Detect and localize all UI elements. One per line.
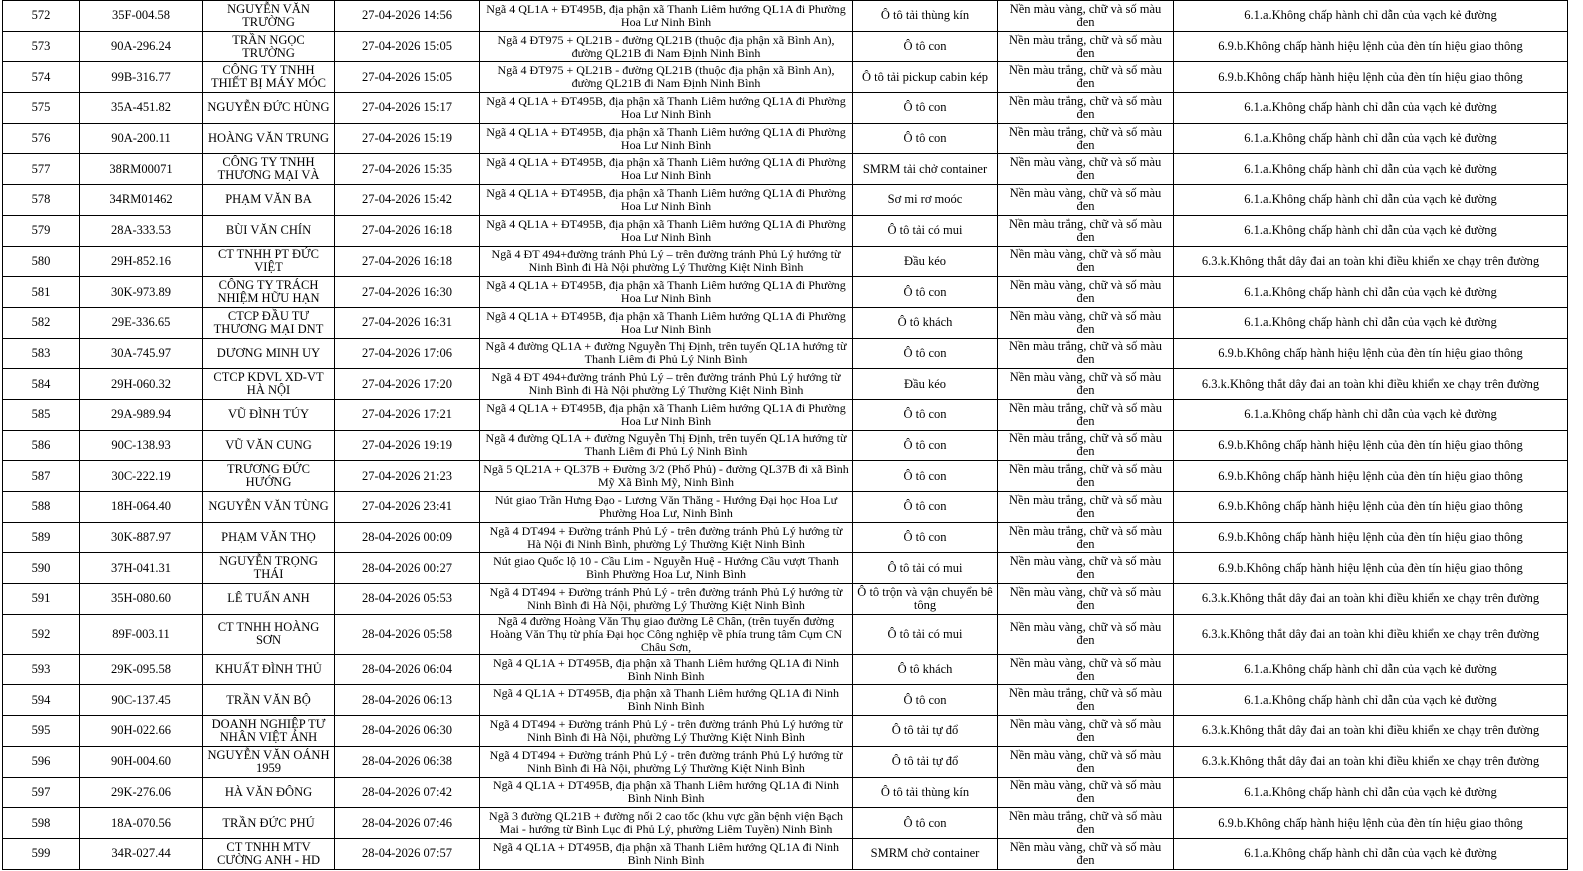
owner-name-cell: HÀ VĂN ĐÔNG (203, 777, 335, 808)
row-number-cell: 596 (3, 746, 80, 777)
violation-location-cell: Ngã 4 đường QL1A + đường Nguyễn Thị Định, trên tuyến QL1A hướng từ Thanh Liêm đi Phủ Lý Ninh Bình (480, 430, 853, 461)
owner-name-cell: BÙI VĂN CHÍN (203, 215, 335, 246)
violation-description-cell: 6.1.a.Không chấp hành chỉ dẫn của vạch kẻ đường (1174, 185, 1568, 216)
row-number-cell: 588 (3, 492, 80, 523)
table-row (3, 369, 1568, 400)
violation-description-cell: 6.1.a.Không chấp hành chỉ dẫn của vạch kẻ đường (1174, 307, 1568, 338)
table-row (3, 808, 1568, 839)
plate-color-cell: Nền màu trắng, chữ và số màu đen (998, 93, 1174, 124)
table-row (3, 1, 1568, 32)
owner-name-cell: CTCP KDVL XD-VT HÀ NỘI (203, 369, 335, 400)
plate-color-cell: Nền màu trắng, chữ và số màu đen (998, 492, 1174, 523)
plate-color-cell: Nền màu vàng, chữ và số màu đen (998, 369, 1174, 400)
plate-color-cell: Nền màu vàng, chữ và số màu đen (998, 277, 1174, 308)
license-plate-cell: 35F-004.58 (80, 1, 203, 32)
violation-time-cell: 27-04-2026 15:35 (335, 154, 480, 185)
vehicle-type-cell: Ô tô con (853, 93, 998, 124)
violation-time-cell: 28-04-2026 05:53 (335, 584, 480, 615)
table-row (3, 338, 1568, 369)
table-row (3, 685, 1568, 716)
table-row (3, 777, 1568, 808)
violation-description-cell: 6.3.k.Không thắt dây đai an toàn khi điều khiển xe chạy trên đường (1174, 369, 1568, 400)
violation-time-cell: 28-04-2026 06:38 (335, 746, 480, 777)
vehicle-type-cell: Ô tô tải có mui (853, 215, 998, 246)
violation-location-cell: Ngã 4 QL1A + DT495B, địa phận xã Thanh Liêm hướng QL1A đi Ninh Bình Ninh Bình (480, 777, 853, 808)
license-plate-cell: 99B-316.77 (80, 62, 203, 93)
license-plate-cell: 34RM01462 (80, 185, 203, 216)
table-row (3, 553, 1568, 584)
vehicle-type-cell: Ô tô con (853, 277, 998, 308)
plate-color-cell: Nền màu trắng, chữ và số màu đen (998, 62, 1174, 93)
row-number-cell: 598 (3, 808, 80, 839)
table-row (3, 838, 1568, 869)
violation-location-cell: Ngã 4 QL1A + DT495B, địa phận xã Thanh Liêm hướng QL1A đi Ninh Bình Ninh Bình (480, 838, 853, 869)
row-number-cell: 579 (3, 215, 80, 246)
table-row (3, 746, 1568, 777)
vehicle-type-cell: SMRM chở container (853, 838, 998, 869)
owner-name-cell: CT TNHH MTV CƯỜNG ANH - HD (203, 838, 335, 869)
vehicle-type-cell: Ô tô con (853, 338, 998, 369)
table-row (3, 154, 1568, 185)
license-plate-cell: 29K-276.06 (80, 777, 203, 808)
license-plate-cell: 29E-336.65 (80, 307, 203, 338)
owner-name-cell: NGUYỄN VĂN TRƯỜNG (203, 1, 335, 32)
table-row (3, 185, 1568, 216)
row-number-cell: 580 (3, 246, 80, 277)
plate-color-cell: Nền màu trắng, chữ và số màu đen (998, 215, 1174, 246)
violation-description-cell: 6.1.a.Không chấp hành chỉ dẫn của vạch kẻ đường (1174, 215, 1568, 246)
violation-description-cell: 6.1.a.Không chấp hành chỉ dẫn của vạch kẻ đường (1174, 123, 1568, 154)
violation-time-cell: 27-04-2026 15:19 (335, 123, 480, 154)
license-plate-cell: 29A-989.94 (80, 399, 203, 430)
violation-time-cell: 27-04-2026 15:42 (335, 185, 480, 216)
violation-time-cell: 27-04-2026 21:23 (335, 461, 480, 492)
owner-name-cell: PHẠM VĂN THỌ (203, 522, 335, 553)
violation-description-cell: 6.1.a.Không chấp hành chỉ dẫn của vạch kẻ đường (1174, 685, 1568, 716)
violation-location-cell: Ngã 4 QL1A + ĐT495B, địa phận xã Thanh Liêm hướng QL1A đi Phường Hoa Lư Ninh Bình (480, 154, 853, 185)
violation-time-cell: 27-04-2026 15:17 (335, 93, 480, 124)
table-row (3, 492, 1568, 523)
license-plate-cell: 90H-004.60 (80, 746, 203, 777)
vehicle-type-cell: Ô tô con (853, 123, 998, 154)
owner-name-cell: CT TNHH HOÀNG SƠN (203, 614, 335, 654)
owner-name-cell: VŨ VĂN CUNG (203, 430, 335, 461)
violation-location-cell: Ngã 4 đường Hoàng Văn Thụ giao đường Lê Chân, (trên tuyến đường Hoàng Văn Thụ từ phía Đại học Công nghiệp về phía trung tâm Cụm CN Châu Sơn, (480, 614, 853, 654)
violation-location-cell: Ngã 4 QL1A + ĐT495B, địa phận xã Thanh Liêm hướng QL1A đi Phường Hoa Lư Ninh Bình (480, 277, 853, 308)
plate-color-cell: Nền màu vàng, chữ và số màu đen (998, 614, 1174, 654)
violation-location-cell: Ngã 4 QL1A + ĐT495B, địa phận xã Thanh Liêm hướng QL1A đi Phường Hoa Lư Ninh Bình (480, 1, 853, 32)
vehicle-type-cell: Ô tô tải tự đổ (853, 716, 998, 747)
owner-name-cell: DƯƠNG MINH UY (203, 338, 335, 369)
violation-description-cell: 6.1.a.Không chấp hành chỉ dẫn của vạch kẻ đường (1174, 838, 1568, 869)
row-number-cell: 591 (3, 584, 80, 615)
violation-description-cell: 6.1.a.Không chấp hành chỉ dẫn của vạch kẻ đường (1174, 399, 1568, 430)
violation-location-cell: Ngã 4 DT494 + Đường tránh Phủ Lý - trên đường tránh Phủ Lý hướng từ Hà Nội đi Ninh Bình, phường Lý Thường Kiệt Ninh Bình (480, 522, 853, 553)
plate-color-cell: Nền màu vàng, chữ và số màu đen (998, 553, 1174, 584)
plate-color-cell: Nền màu vàng, chữ và số màu đen (998, 1, 1174, 32)
violation-description-cell: 6.1.a.Không chấp hành chỉ dẫn của vạch kẻ đường (1174, 777, 1568, 808)
plate-color-cell: Nền màu vàng, chữ và số màu đen (998, 154, 1174, 185)
row-number-cell: 581 (3, 277, 80, 308)
violation-location-cell: Nút giao Quốc lộ 10 - Cầu Lim - Nguyễn Huệ - Hướng Cầu vượt Thanh Bình Phường Hoa Lư, Ninh Bình (480, 553, 853, 584)
row-number-cell: 595 (3, 716, 80, 747)
license-plate-cell: 89F-003.11 (80, 614, 203, 654)
table-row (3, 123, 1568, 154)
table-row (3, 246, 1568, 277)
vehicle-type-cell: Ô tô trộn và vận chuyển bê tông (853, 584, 998, 615)
row-number-cell: 575 (3, 93, 80, 124)
violation-location-cell: Ngã 4 QL1A + ĐT495B, địa phận xã Thanh Liêm hướng QL1A đi Phường Hoa Lư Ninh Bình (480, 123, 853, 154)
row-number-cell: 584 (3, 369, 80, 400)
table-row (3, 430, 1568, 461)
violation-time-cell: 27-04-2026 17:21 (335, 399, 480, 430)
violation-description-cell: 6.9.b.Không chấp hành hiệu lệnh của đèn tín hiệu giao thông (1174, 522, 1568, 553)
row-number-cell: 578 (3, 185, 80, 216)
violation-description-cell: 6.9.b.Không chấp hành hiệu lệnh của đèn tín hiệu giao thông (1174, 31, 1568, 62)
violation-description-cell: 6.9.b.Không chấp hành hiệu lệnh của đèn tín hiệu giao thông (1174, 808, 1568, 839)
violation-location-cell: Ngã 4 ĐT 494+đường tránh Phủ Lý – trên đường tránh Phủ Lý hướng từ Ninh Bình đi Hà Nội phường Lý Thường Kiệt Ninh Bình (480, 246, 853, 277)
violation-time-cell: 27-04-2026 19:19 (335, 430, 480, 461)
plate-color-cell: Nền màu vàng, chữ và số màu đen (998, 584, 1174, 615)
owner-name-cell: PHẠM VĂN BA (203, 185, 335, 216)
table-row (3, 93, 1568, 124)
row-number-cell: 574 (3, 62, 80, 93)
vehicle-type-cell: Ô tô tải có mui (853, 614, 998, 654)
table-row (3, 31, 1568, 62)
row-number-cell: 573 (3, 31, 80, 62)
vehicle-type-cell: Sơ mi rơ moóc (853, 185, 998, 216)
violation-description-cell: 6.1.a.Không chấp hành chỉ dẫn của vạch kẻ đường (1174, 93, 1568, 124)
table-body (3, 1, 1568, 870)
violation-location-cell: Ngã 4 DT494 + Đường tránh Phủ Lý - trên đường tránh Phủ Lý hướng từ Ninh Bình đi Hà Nội, phường Lý Thường Kiệt Ninh Bình (480, 716, 853, 747)
owner-name-cell: CÔNG TY TNHH THIẾT BỊ MÁY MÓC (203, 62, 335, 93)
table-row (3, 399, 1568, 430)
violations-table (2, 0, 1568, 870)
violation-description-cell: 6.3.k.Không thắt dây đai an toàn khi điều khiển xe chạy trên đường (1174, 614, 1568, 654)
plate-color-cell: Nền màu trắng, chữ và số màu đen (998, 338, 1174, 369)
violation-description-cell: 6.9.b.Không chấp hành hiệu lệnh của đèn tín hiệu giao thông (1174, 338, 1568, 369)
owner-name-cell: CÔNG TY TNHH THƯƠNG MẠI VÀ (203, 154, 335, 185)
violation-time-cell: 27-04-2026 14:56 (335, 1, 480, 32)
license-plate-cell: 18A-070.56 (80, 808, 203, 839)
violation-description-cell: 6.9.b.Không chấp hành hiệu lệnh của đèn tín hiệu giao thông (1174, 430, 1568, 461)
vehicle-type-cell: Đầu kéo (853, 246, 998, 277)
plate-color-cell: Nền màu trắng, chữ và số màu đen (998, 522, 1174, 553)
table-row (3, 716, 1568, 747)
plate-color-cell: Nền màu vàng, chữ và số màu đen (998, 246, 1174, 277)
violation-description-cell: 6.3.k.Không thắt dây đai an toàn khi điều khiển xe chạy trên đường (1174, 716, 1568, 747)
owner-name-cell: NGUYỄN VĂN OÁNH 1959 (203, 746, 335, 777)
violation-location-cell: Ngã 4 QL1A + ĐT495B, địa phận xã Thanh Liêm hướng QL1A đi Phường Hoa Lư Ninh Bình (480, 307, 853, 338)
violation-time-cell: 28-04-2026 06:30 (335, 716, 480, 747)
owner-name-cell: NGUYỄN TRỌNG THÁI (203, 553, 335, 584)
violation-location-cell: Ngã 4 ĐT975 + QL21B - đường QL21B (thuộc địa phận xã Bình An), đường QL21B đi Nam Định Ninh Bình (480, 62, 853, 93)
vehicle-type-cell: Ô tô con (853, 522, 998, 553)
violation-location-cell: Ngã 4 QL1A + DT495B, địa phận xã Thanh Liêm hướng QL1A đi Ninh Bình Ninh Bình (480, 685, 853, 716)
violation-time-cell: 27-04-2026 15:05 (335, 31, 480, 62)
violation-location-cell: Ngã 4 QL1A + ĐT495B, địa phận xã Thanh Liêm hướng QL1A đi Phường Hoa Lư Ninh Bình (480, 93, 853, 124)
row-number-cell: 576 (3, 123, 80, 154)
violation-time-cell: 27-04-2026 16:31 (335, 307, 480, 338)
violation-description-cell: 6.3.k.Không thắt dây đai an toàn khi điều khiển xe chạy trên đường (1174, 746, 1568, 777)
violation-location-cell: Ngã 3 đường QL21B + đường nối 2 cao tốc (khu vực gần bệnh viện Bạch Mai - hướng từ Bình Lục đi Phủ Lý, phường Liêm Tuyền) Ninh Bình (480, 808, 853, 839)
violation-time-cell: 28-04-2026 05:58 (335, 614, 480, 654)
table-row (3, 307, 1568, 338)
violation-time-cell: 28-04-2026 07:46 (335, 808, 480, 839)
plate-color-cell: Nền màu trắng, chữ và số màu đen (998, 430, 1174, 461)
violation-time-cell: 28-04-2026 00:27 (335, 553, 480, 584)
vehicle-type-cell: Đầu kéo (853, 369, 998, 400)
owner-name-cell: NGUYỄN VĂN TÙNG (203, 492, 335, 523)
violation-description-cell: 6.3.k.Không thắt dây đai an toàn khi điều khiển xe chạy trên đường (1174, 246, 1568, 277)
vehicle-type-cell: Ô tô con (853, 399, 998, 430)
violation-time-cell: 28-04-2026 07:42 (335, 777, 480, 808)
row-number-cell: 585 (3, 399, 80, 430)
vehicle-type-cell: Ô tô khách (853, 307, 998, 338)
vehicle-type-cell: Ô tô con (853, 808, 998, 839)
vehicle-type-cell: Ô tô tải có mui (853, 553, 998, 584)
violation-time-cell: 27-04-2026 17:20 (335, 369, 480, 400)
owner-name-cell: CTCP ĐẦU TƯ THƯƠNG MẠI DNT (203, 307, 335, 338)
license-plate-cell: 35H-080.60 (80, 584, 203, 615)
table-row (3, 215, 1568, 246)
plate-color-cell: Nền màu trắng, chữ và số màu đen (998, 808, 1174, 839)
row-number-cell: 582 (3, 307, 80, 338)
owner-name-cell: DOANH NGHIỆP TƯ NHÂN VIỆT ÁNH (203, 716, 335, 747)
license-plate-cell: 90A-200.11 (80, 123, 203, 154)
violation-description-cell: 6.1.a.Không chấp hành chỉ dẫn của vạch kẻ đường (1174, 154, 1568, 185)
violation-time-cell: 27-04-2026 16:18 (335, 246, 480, 277)
violation-location-cell: Ngã 4 ĐT975 + QL21B - đường QL21B (thuộc địa phận xã Bình An), đường QL21B đi Nam Định Ninh Bình (480, 31, 853, 62)
row-number-cell: 586 (3, 430, 80, 461)
violation-description-cell: 6.9.b.Không chấp hành hiệu lệnh của đèn tín hiệu giao thông (1174, 461, 1568, 492)
license-plate-cell: 34R-027.44 (80, 838, 203, 869)
violation-time-cell: 28-04-2026 06:13 (335, 685, 480, 716)
license-plate-cell: 30K-973.89 (80, 277, 203, 308)
plate-color-cell: Nền màu trắng, chữ và số màu đen (998, 123, 1174, 154)
table-row (3, 461, 1568, 492)
vehicle-type-cell: Ô tô con (853, 685, 998, 716)
row-number-cell: 594 (3, 685, 80, 716)
table-row (3, 62, 1568, 93)
violation-time-cell: 27-04-2026 23:41 (335, 492, 480, 523)
license-plate-cell: 90C-138.93 (80, 430, 203, 461)
plate-color-cell: Nền màu trắng, chữ và số màu đen (998, 685, 1174, 716)
plate-color-cell: Nền màu vàng, chữ và số màu đen (998, 746, 1174, 777)
vehicle-type-cell: Ô tô con (853, 461, 998, 492)
violation-description-cell: 6.9.b.Không chấp hành hiệu lệnh của đèn tín hiệu giao thông (1174, 62, 1568, 93)
vehicle-type-cell: Ô tô con (853, 31, 998, 62)
plate-color-cell: Nền màu vàng, chữ và số màu đen (998, 307, 1174, 338)
owner-name-cell: TRẦN NGỌC TRƯỜNG (203, 31, 335, 62)
vehicle-type-cell: Ô tô con (853, 430, 998, 461)
owner-name-cell: HOÀNG VĂN TRUNG (203, 123, 335, 154)
violation-location-cell: Ngã 4 đường QL1A + đường Nguyễn Thị Định, trên tuyến QL1A hướng từ Thanh Liêm đi Phủ Lý Ninh Bình (480, 338, 853, 369)
violation-description-cell: 6.9.b.Không chấp hành hiệu lệnh của đèn tín hiệu giao thông (1174, 553, 1568, 584)
violation-location-cell: Ngã 4 DT494 + Đường tránh Phủ Lý - trên đường tránh Phủ Lý hướng từ Ninh Bình đi Hà Nội, phường Lý Thường Kiệt Ninh Bình (480, 746, 853, 777)
license-plate-cell: 90A-296.24 (80, 31, 203, 62)
violation-time-cell: 27-04-2026 15:05 (335, 62, 480, 93)
owner-name-cell: LÊ TUẤN ANH (203, 584, 335, 615)
owner-name-cell: VŨ ĐÌNH TÚY (203, 399, 335, 430)
license-plate-cell: 38RM00071 (80, 154, 203, 185)
vehicle-type-cell: Ô tô tải thùng kín (853, 777, 998, 808)
owner-name-cell: CÔNG TY TRÁCH NHIỆM HỮU HẠN (203, 277, 335, 308)
violation-time-cell: 28-04-2026 07:57 (335, 838, 480, 869)
table-row (3, 654, 1568, 685)
violation-location-cell: Ngã 4 QL1A + ĐT495B, địa phận xã Thanh Liêm hướng QL1A đi Phường Hoa Lư Ninh Bình (480, 399, 853, 430)
row-number-cell: 590 (3, 553, 80, 584)
license-plate-cell: 30K-887.97 (80, 522, 203, 553)
row-number-cell: 587 (3, 461, 80, 492)
violation-time-cell: 27-04-2026 16:18 (335, 215, 480, 246)
row-number-cell: 597 (3, 777, 80, 808)
table-row (3, 584, 1568, 615)
owner-name-cell: NGUYỄN ĐỨC HÙNG (203, 93, 335, 124)
owner-name-cell: TRẦN ĐỨC PHÚ (203, 808, 335, 839)
license-plate-cell: 30C-222.19 (80, 461, 203, 492)
row-number-cell: 589 (3, 522, 80, 553)
violation-time-cell: 27-04-2026 16:30 (335, 277, 480, 308)
license-plate-cell: 90C-137.45 (80, 685, 203, 716)
violation-location-cell: Ngã 4 ĐT 494+đường tránh Phủ Lý – trên đường tránh Phủ Lý hướng từ Ninh Bình đi Hà Nội phường Lý Thường Kiệt Ninh Bình (480, 369, 853, 400)
table-row (3, 522, 1568, 553)
row-number-cell: 593 (3, 654, 80, 685)
table-row (3, 614, 1568, 654)
license-plate-cell: 30A-745.97 (80, 338, 203, 369)
license-plate-cell: 18H-064.40 (80, 492, 203, 523)
vehicle-type-cell: SMRM tải chở container (853, 154, 998, 185)
violation-location-cell: Ngã 4 QL1A + DT495B, địa phận xã Thanh Liêm hướng QL1A đi Ninh Bình Ninh Bình (480, 654, 853, 685)
owner-name-cell: CT TNHH PT ĐỨC VIỆT (203, 246, 335, 277)
violation-description-cell: 6.1.a.Không chấp hành chỉ dẫn của vạch kẻ đường (1174, 1, 1568, 32)
vehicle-type-cell: Ô tô con (853, 492, 998, 523)
violation-description-cell: 6.1.a.Không chấp hành chỉ dẫn của vạch kẻ đường (1174, 654, 1568, 685)
violation-location-cell: Nút giao Trần Hưng Đạo - Lương Văn Thăng - Hướng Đại học Hoa Lư Phường Hoa Lư, Ninh Bình (480, 492, 853, 523)
license-plate-cell: 35A-451.82 (80, 93, 203, 124)
violation-description-cell: 6.1.a.Không chấp hành chỉ dẫn của vạch kẻ đường (1174, 277, 1568, 308)
row-number-cell: 577 (3, 154, 80, 185)
violation-time-cell: 28-04-2026 06:04 (335, 654, 480, 685)
plate-color-cell: Nền màu trắng, chữ và số màu đen (998, 31, 1174, 62)
violation-description-cell: 6.3.k.Không thắt dây đai an toàn khi điều khiển xe chạy trên đường (1174, 584, 1568, 615)
vehicle-type-cell: Ô tô tải tự đổ (853, 746, 998, 777)
license-plate-cell: 90H-022.66 (80, 716, 203, 747)
violation-time-cell: 28-04-2026 00:09 (335, 522, 480, 553)
violation-location-cell: Ngã 4 QL1A + ĐT495B, địa phận xã Thanh Liêm hướng QL1A đi Phường Hoa Lư Ninh Bình (480, 185, 853, 216)
vehicle-type-cell: Ô tô khách (853, 654, 998, 685)
row-number-cell: 599 (3, 838, 80, 869)
vehicle-type-cell: Ô tô tải thùng kín (853, 1, 998, 32)
row-number-cell: 572 (3, 1, 80, 32)
plate-color-cell: Nền màu vàng, chữ và số màu đen (998, 838, 1174, 869)
plate-color-cell: Nền màu vàng, chữ và số màu đen (998, 654, 1174, 685)
violation-location-cell: Ngã 4 QL1A + ĐT495B, địa phận xã Thanh Liêm hướng QL1A đi Phường Hoa Lư Ninh Bình (480, 215, 853, 246)
license-plate-cell: 37H-041.31 (80, 553, 203, 584)
violation-time-cell: 27-04-2026 17:06 (335, 338, 480, 369)
plate-color-cell: Nền màu trắng, chữ và số màu đen (998, 461, 1174, 492)
license-plate-cell: 29H-852.16 (80, 246, 203, 277)
owner-name-cell: TRƯƠNG ĐỨC HƯỚNG (203, 461, 335, 492)
license-plate-cell: 28A-333.53 (80, 215, 203, 246)
violation-location-cell: Ngã 4 DT494 + Đường tránh Phủ Lý - trên đường tránh Phủ Lý hướng từ Ninh Bình đi Hà Nội, phường Lý Thường Kiệt Ninh Bình (480, 584, 853, 615)
owner-name-cell: KHUẤT ĐÌNH THỦ (203, 654, 335, 685)
row-number-cell: 592 (3, 614, 80, 654)
owner-name-cell: TRẦN VĂN BỘ (203, 685, 335, 716)
violation-location-cell: Ngã 5 QL21A + QL37B + Đường 3/2 (Phố Phủ) - đường QL37B đi xã Bình Mỹ Xã Bình Mỹ, Ninh Bình (480, 461, 853, 492)
violation-description-cell: 6.9.b.Không chấp hành hiệu lệnh của đèn tín hiệu giao thông (1174, 492, 1568, 523)
plate-color-cell: Nền màu vàng, chữ và số màu đen (998, 716, 1174, 747)
table-row (3, 277, 1568, 308)
plate-color-cell: Nền màu vàng, chữ và số màu đen (998, 777, 1174, 808)
plate-color-cell: Nền màu trắng, chữ và số màu đen (998, 399, 1174, 430)
vehicle-type-cell: Ô tô tải pickup cabin kép (853, 62, 998, 93)
license-plate-cell: 29K-095.58 (80, 654, 203, 685)
row-number-cell: 583 (3, 338, 80, 369)
license-plate-cell: 29H-060.32 (80, 369, 203, 400)
plate-color-cell: Nền màu vàng, chữ và số màu đen (998, 185, 1174, 216)
